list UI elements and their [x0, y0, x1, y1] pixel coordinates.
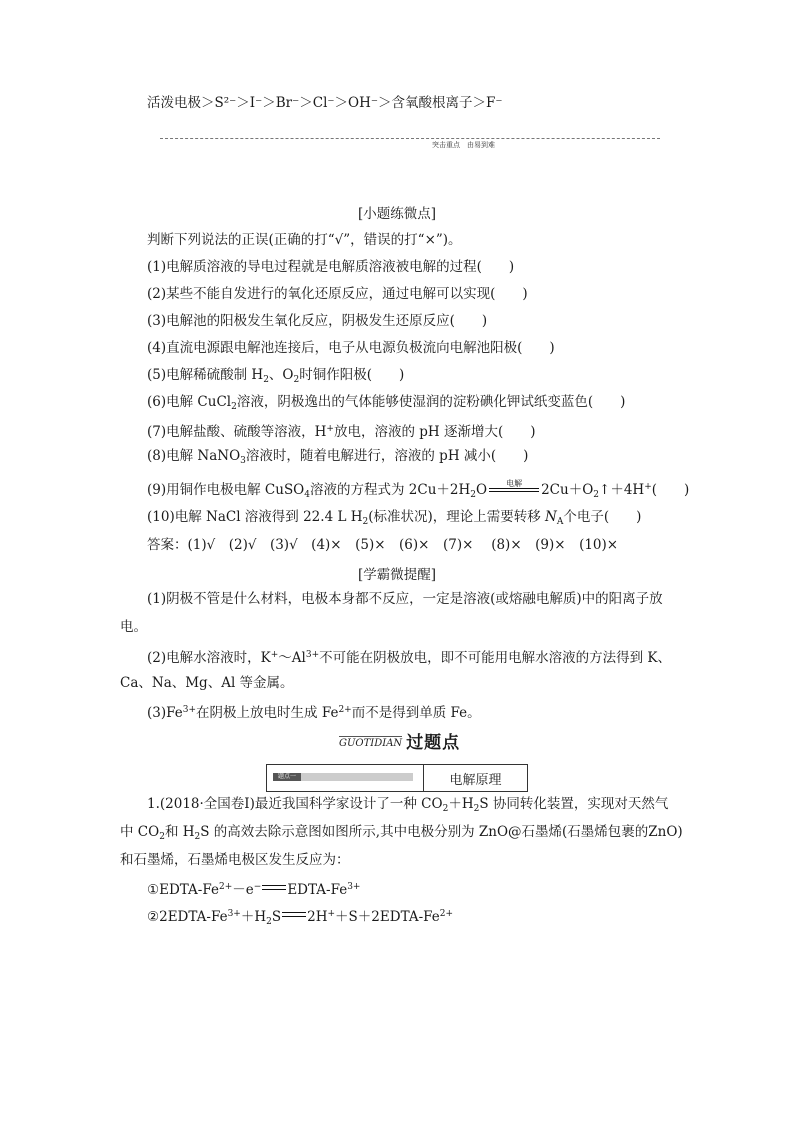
equals-sign: [262, 885, 286, 891]
topic-tag-bar: [273, 773, 413, 781]
tip-2-line-1: (2)电解水溶液时，$K^+\sim Al^{3+}$不可能在阴极放电，即不可能用电解水溶液的方法得到 K、: [147, 650, 672, 666]
question-2: (2)某些不能自发进行的氧化还原反应，通过电解可以实现( ): [147, 286, 528, 302]
tip-1-line-2: 电。: [120, 619, 147, 635]
question-9: (9)用铜作电极电解 CuSO$_4$溶液的方程式为 $2Cu+2H_2O$ 电解 $2Cu+O_2↑+4H^+$( ): [147, 479, 690, 500]
answer-key: 答案：(1)√ (2)√ (3)√ (4)× (5)× (6)× (7)× (8)× (9)× (10)×: [147, 537, 619, 553]
electrolysis-condition-sign: 电解: [489, 480, 539, 496]
tips-title: [学霸微提醒]: [357, 567, 437, 583]
reaction-2: $②2EDTA-Fe^{3+}+H_2S$ $2H^++S+2EDTA-Fe^{2+}$: [147, 909, 454, 927]
reaction-1: ①EDTA-$Fe^{2+}-e^-$ EDTA-$Fe^{3+}$: [147, 882, 361, 898]
topic-tag-label: 题点一: [273, 773, 301, 781]
divider-caption: 突击重点 由易到难: [428, 140, 499, 150]
section-heading-zh: 过题点: [406, 733, 461, 753]
section-heading: [339, 728, 460, 753]
topic-tag-cell: [267, 765, 424, 791]
question-7: (7)电解盐酸、硫酸等溶液，H+放电，溶液的 pH 逐渐增大( ): [147, 424, 536, 440]
question-1: (1)电解质溶液的导电过程就是电解质溶液被电解的过程( ): [147, 259, 515, 275]
electrode-discharge-order: 活泼电极＞S²⁻＞I⁻＞Br⁻＞Cl⁻＞OH⁻＞含氧酸根离子＞F⁻: [147, 95, 503, 111]
question-3: (3)电解池的阳极发生氧化反应，阴极发生还原反应( ): [147, 313, 488, 329]
question-5: (5)电解稀硫酸制 $H_2$、$O_2$时铜作阳极( ): [147, 367, 405, 385]
topic-box: [266, 764, 528, 792]
tip-1-line-1: (1)阴极不管是什么材料，电极本身都不反应，一定是溶液(或熔融电解质)中的阳离子放: [147, 591, 663, 607]
question-4: (4)直流电源跟电解池连接后，电子从电源负极流向电解池阳极( ): [147, 340, 555, 356]
practice-title: [小题练微点]: [357, 206, 437, 222]
dashed-divider: [160, 138, 660, 139]
problem-line-3: 和石墨烯，石墨烯电极区发生反应为：: [120, 852, 350, 868]
practice-instruction: 判断下列说法的正误(正确的打“√”，错误的打“×”)。: [147, 232, 462, 248]
question-8: (8)电解 NaNO$_3$溶液时，随着电解进行，溶液的 pH 减小( ): [147, 448, 529, 466]
tip-3: $(3)Fe^{3+}$在阴极上放电时生成 $Fe^{2+}$而不是得到单质 Fe。: [147, 705, 481, 721]
question-6: (6)电解 CuCl$_2$溶液，阴极逸出的气体能够使湿润的淀粉碘化钾试纸变蓝色( ): [147, 394, 626, 412]
topic-title: 电解原理: [449, 772, 502, 788]
tip-2-line-2: Ca、Na、Mg、Al 等金属。: [120, 675, 294, 691]
equals-sign: [282, 912, 306, 918]
problem-line-2: 中 $CO_2$和 $H_2S$ 的高效去除示意图如图所示,其中电极分别为 ZnO@石墨烯(石墨烯包裹的ZnO): [120, 824, 683, 842]
section-heading-en: GUOTIDIAN: [339, 738, 403, 749]
question-10: (10)电解 NaCl 溶液得到 22.4 L $H_2$(标准状况)，理论上需要转移 $N_A$个电子( ): [147, 509, 642, 527]
problem-line-1: 1.(2018·全国卷Ⅰ)最近我国科学家设计了一种 $CO_2+H_2S$ 协同转化装置，实现对天然气: [147, 796, 669, 814]
